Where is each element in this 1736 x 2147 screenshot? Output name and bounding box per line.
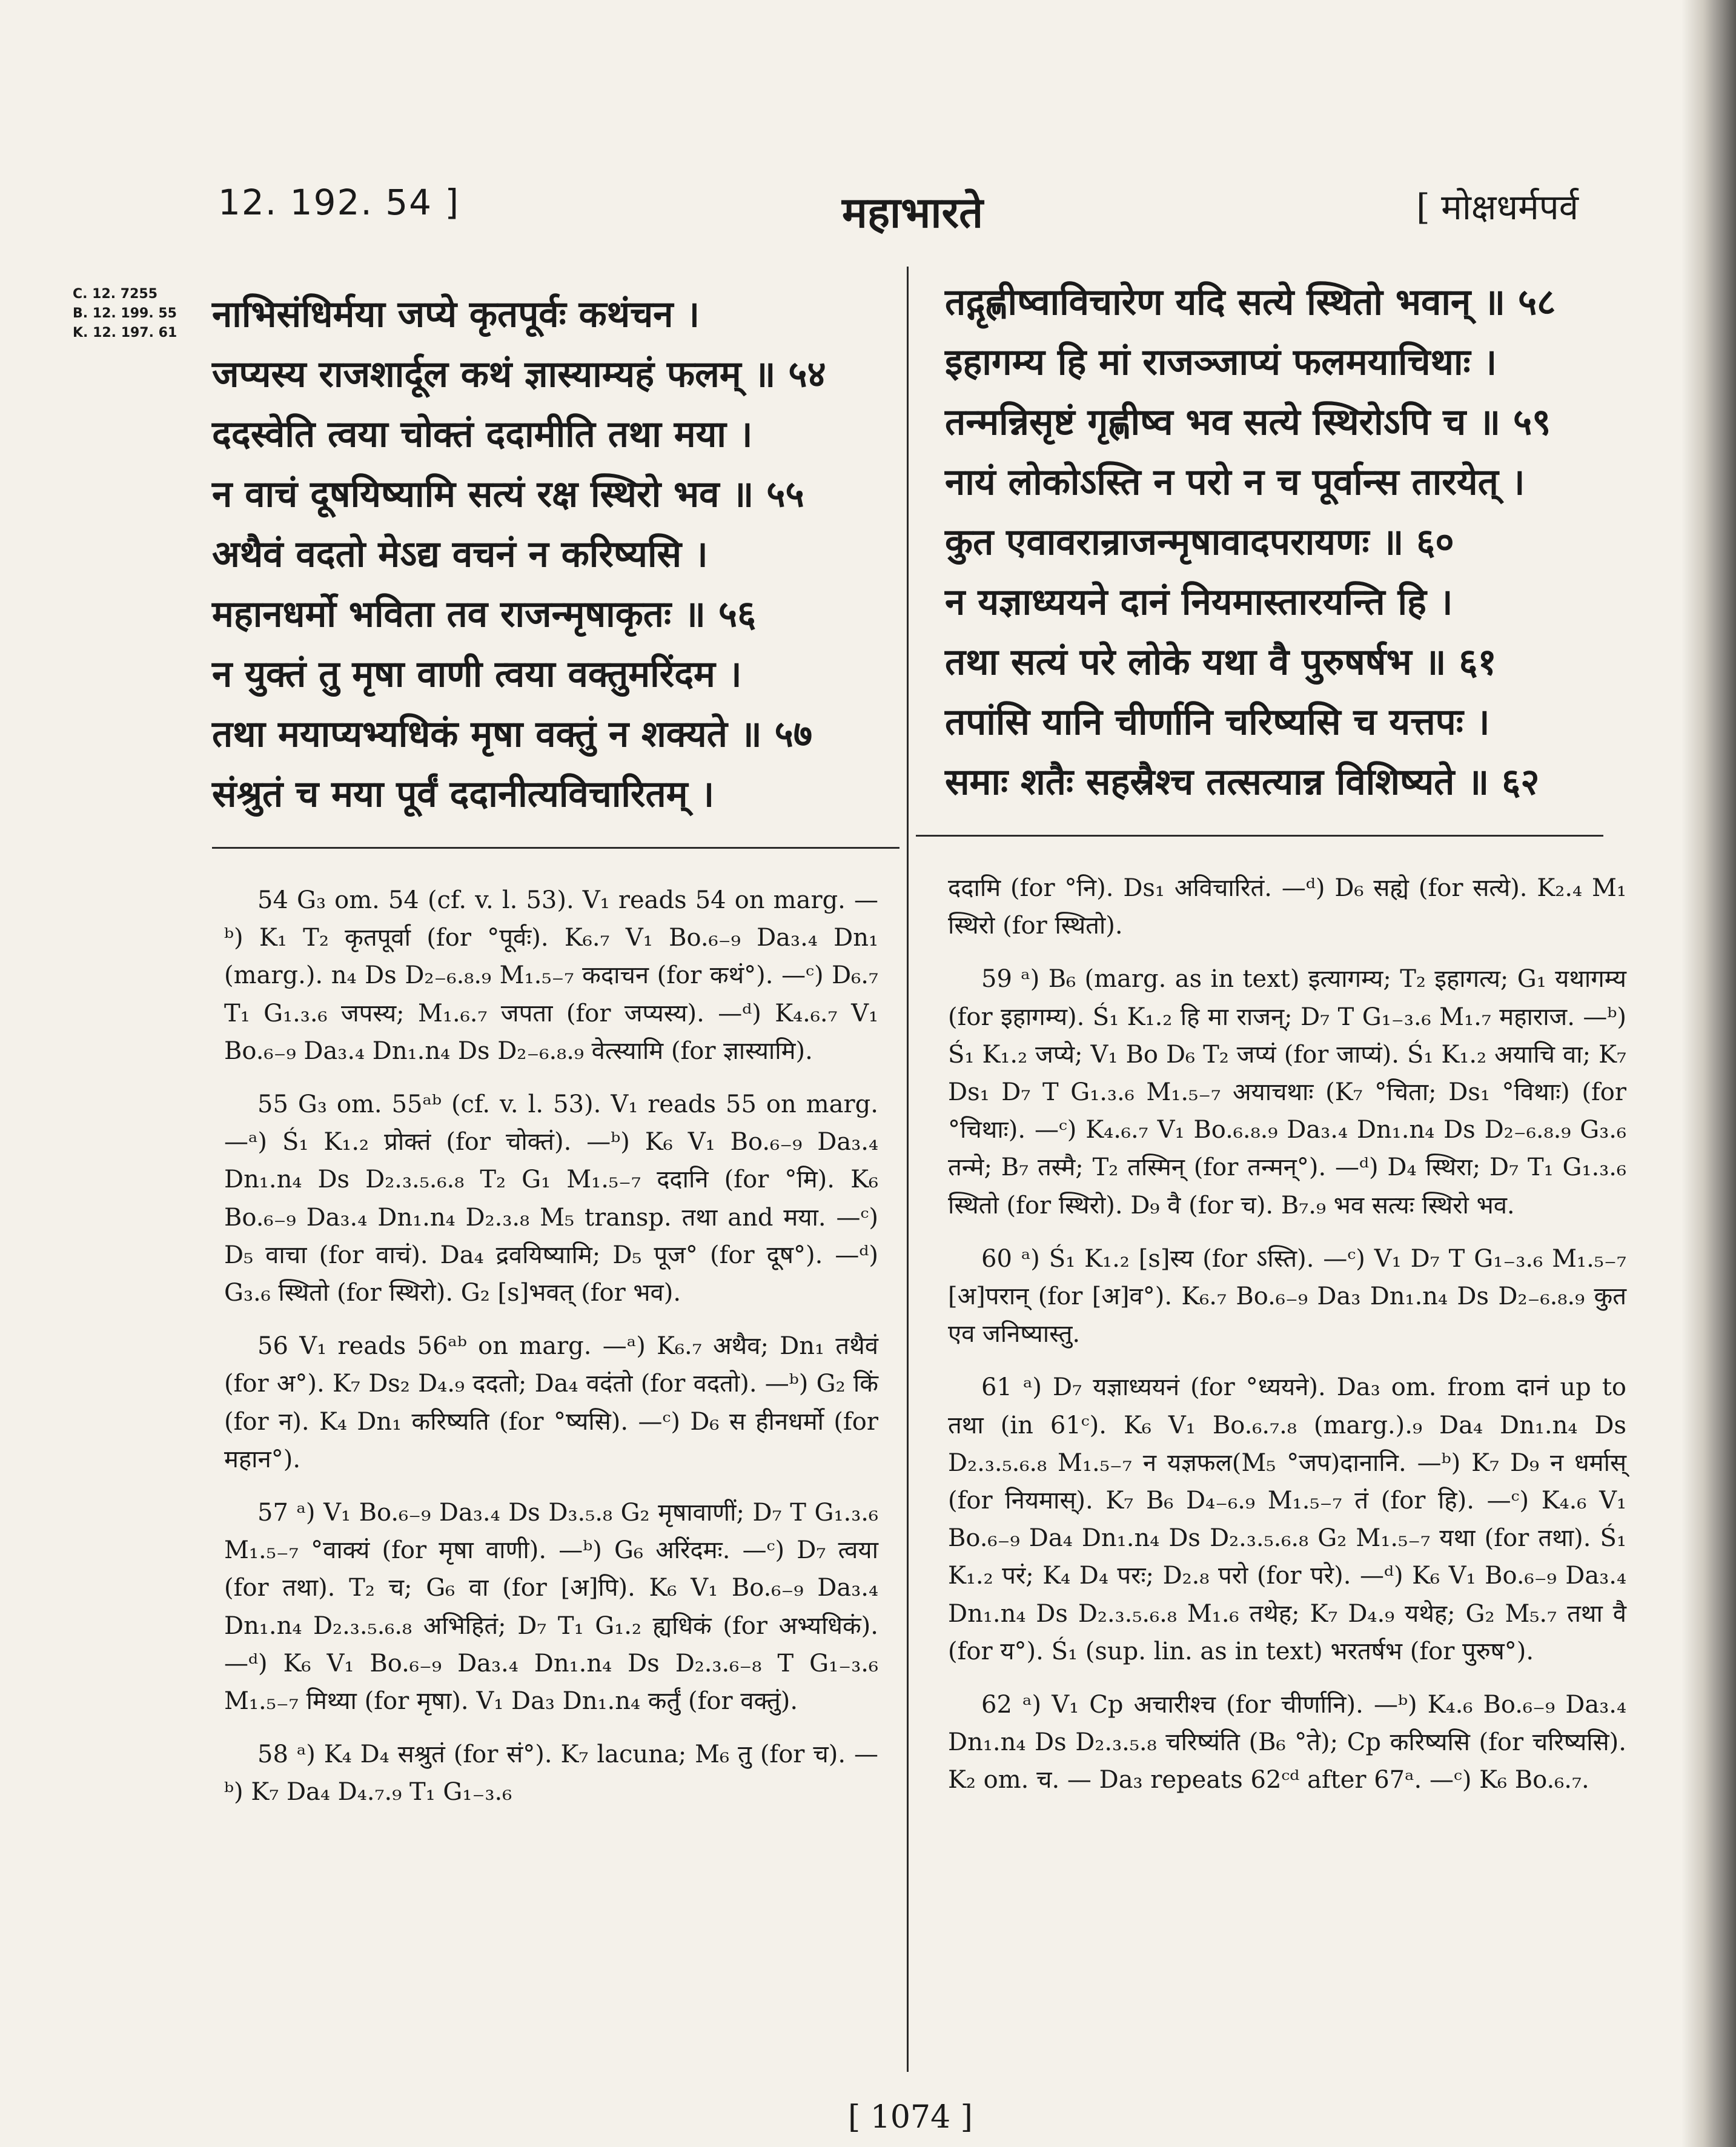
- verse-line: न वाचं दूषयिष्यामि सत्यं रक्ष स्थिरो भव ॥ ५५: [212, 473, 804, 516]
- page-title: महाभारते: [842, 187, 984, 237]
- verse-line: इहागम्य हि मां राजञ्जाप्यं फलमयाचिथाः ।: [945, 341, 1497, 383]
- verse-column-right: [945, 273, 1555, 812]
- critical-notes-left: [224, 881, 878, 1827]
- note-paragraph: 56 V₁ reads 56ᵃᵇ on marg. —ᵃ) K₆.₇ अथैव; Dn₁ तथैवं (for अ°). K₇ Ds₂ D₄.₉ ददतो; Da₄ वदंतो (for वदतो). —ᵇ) G₂ किं (for न). K₄ Dn₁ करिष्यति (for °ष्यसि). —ᶜ) D₆ स हीनधर्मो (for महान°).: [224, 1332, 878, 1473]
- section-title: [ मोक्षधर्मपर्व: [1416, 187, 1579, 228]
- note-paragraph: 62 ᵃ) V₁ Cp अचारीश्च (for चीर्णानि). —ᵇ) K₄.₆ Bo.₆₋₉ Da₃.₄ Dn₁.n₄ Ds D₂.₃.₅.₈ चरिष्यंति (B₆ °ते); Cp करिष्यसि (for चरिष्यसि). K₂ om. च. — Da₃ repeats 62ᶜᵈ after 67ᵃ. —ᶜ) K₆ Bo.₆.₇.: [948, 1691, 1626, 1794]
- verse-line: तन्मन्निसृष्टं गृह्णीष्व भव सत्ये स्थिरोऽपि च ॥ ५९: [945, 401, 1551, 443]
- margin-ref: K. 12. 197. 61: [73, 325, 177, 340]
- verse-line: महानधर्मो भविता तव राजन्मृषाकृतः ॥ ५६: [212, 593, 757, 635]
- verse-line: नाभिसंधिर्मया जप्ये कृतपूर्वः कथंचन ।: [212, 293, 700, 336]
- critical-notes-right: [948, 869, 1626, 1815]
- verse-line: तपांसि यानि चीर्णानि चरिष्यसि च यत्तपः ।: [945, 701, 1490, 743]
- note-paragraph: 61 ᵃ) D₇ यज्ञाध्ययनं (for °ध्ययने). Da₃ om. from दानं up to तथा (in 61ᶜ). K₆ V₁ Bo.₆.₇.₈ (marg.).₉ Da₄ Dn₁.n₄ Ds D₂.₃.₅.₆.₈ M₁.₅₋₇ न यज्ञफल(M₅ °जप)दानानि. —ᵇ) K₇ D₉ न धर्मास् (for नियमास्). K₇ B₆ D₄₋₆.₉ M₁.₅₋₇ तं (for हि). —ᶜ) K₄.₆ V₁ Bo.₆₋₉ Da₄ Dn₁.n₄ Ds D₂.₃.₅.₆.₈ G₂ M₁.₅₋₇ यथा (for तथा). Ś₁ K₁.₂ परं; K₄ D₄ परः; D₂.₈ परो (for परे). —ᵈ) K₆ V₁ Bo.₆₋₉ Da₃.₄ Dn₁.n₄ Ds D₂.₃.₅.₆.₈ M₁.₆ तथेह; K₇ D₄.₉ यथेह; G₂ M₅.₇ तथा वै (for य°). Ś₁ (sup. lin. as in text) भरतर्षभ (for पुरुष°).: [948, 1373, 1626, 1665]
- verse-line: जप्यस्य राजशार्दूल कथं ज्ञास्याम्यहं फलम् ॥ ५४: [212, 353, 826, 396]
- verse-line: न यज्ञाध्ययने दानं नियमास्तारयन्ति हि ।: [945, 581, 1453, 623]
- column-divider: [907, 267, 909, 2072]
- page-edge-shadow: [1681, 0, 1736, 2147]
- note-paragraph: 58 ᵃ) K₄ D₄ सश्रुतं (for सं°). K₇ lacuna; M₆ तु (for च). —ᵇ) K₇ Da₄ D₄.₇.₉ T₁ G₁₋₃.₆: [224, 1740, 878, 1807]
- verse-line: तथा मयाप्यभ्यधिकं मृषा वक्तुं न शक्यते ॥ ५७: [212, 713, 813, 755]
- margin-ref: B. 12. 199. 55: [73, 306, 177, 321]
- verse-line: कुत एवावरान्राजन्मृषावादपरायणः ॥ ६०: [945, 521, 1454, 563]
- margin-references: [73, 285, 177, 343]
- verse-column-left: [212, 285, 826, 825]
- note-paragraph: 57 ᵃ) V₁ Bo.₆₋₉ Da₃.₄ Ds D₃.₅.₈ G₂ मृषावाणीं; D₇ T G₁.₃.₆ M₁.₅₋₇ °वाक्यं (for मृषा वाणी). —ᵇ) G₆ अरिंदमः. —ᶜ) D₇ त्वया (for तथा). T₂ च; G₆ वा (for [अ]पि). K₆ V₁ Bo.₆₋₉ Da₃.₄ Dn₁.n₄ D₂.₃.₅.₆.₈ अभिहितं; D₇ T₁ G₁.₂ ह्यधिकं (for अभ्यधिकं). —ᵈ) K₆ V₁ Bo.₆₋₉ Da₃.₄ Dn₁.n₄ Ds D₂.₃.₆₋₈ T G₁₋₃.₆ M₁.₅₋₇ मिथ्या (for मृषा). V₁ Da₃ Dn₁.n₄ कर्तुं (for वक्तुं).: [224, 1499, 878, 1716]
- verse-line: अथैवं वदतो मेऽद्य वचनं न करिष्यसि ।: [212, 533, 708, 576]
- verse-notes-rule-right: [916, 835, 1603, 837]
- verse-line: समाः शतैः सहस्रैश्च तत्सत्यान्न विशिष्यते ॥ ६२: [945, 761, 1540, 803]
- verse-line: तद्गृह्णीष्वाविचारेण यदि सत्ये स्थितो भवान् ॥ ५८: [945, 281, 1556, 324]
- verse-line: तथा सत्यं परे लोके यथा वै पुरुषर्षभ ॥ ६१: [945, 641, 1497, 683]
- verse-line: ददस्वेति त्वया चोक्तं ददामीति तथा मया ।: [212, 413, 753, 456]
- note-paragraph: 60 ᵃ) Ś₁ K₁.₂ [s]स्य (for ऽस्ति). —ᶜ) V₁ D₇ T G₁₋₃.₆ M₁.₅₋₇ [अ]परान् (for [अ]व°). K₆.₇ Bo.₆₋₉ Da₃ Dn₁.n₄ Ds D₂₋₆.₈.₉ कुत एव जनिष्यास्तु.: [948, 1244, 1626, 1349]
- verse-line: संश्रुतं च मया पूर्वं ददानीत्यविचारितम् ।: [212, 773, 715, 815]
- margin-ref: C. 12. 7255: [73, 287, 158, 302]
- note-paragraph: 59 ᵃ) B₆ (marg. as in text) इत्यागम्य; T₂ इहागत्य; G₁ यथागम्य (for इहागम्य). Ś₁ K₁.₂ हि मा राजन्; D₇ T G₁₋₃.₆ M₁.₇ महाराज. —ᵇ) Ś₁ K₁.₂ जप्ये; V₁ Bo D₆ T₂ जप्यं (for जाप्यं). Ś₁ K₁.₂ अयाचि वा; K₇ Ds₁ D₇ T G₁.₃.₆ M₁.₅₋₇ अयाचथाः (K₇ °चिता; Ds₁ °विथाः) (for °चिथाः). —ᶜ) K₄.₆.₇ V₁ Bo.₆.₈.₉ Da₃.₄ Dn₁.n₄ Ds D₂₋₆.₈.₉ G₃.₆ तन्मे; B₇ तस्मै; T₂ तस्मिन् (for तन्मन्°). —ᵈ) D₄ स्थिरा; D₇ T₁ G₁.₃.₆ स्थितो (for स्थिरो). D₉ वै (for च). B₇.₉ भव सत्यः स्थिरो भव.: [948, 965, 1626, 1220]
- page-number: [ 1074 ]: [848, 2099, 973, 2135]
- verse-notes-rule-left: [212, 847, 899, 849]
- verse-line: नायं लोकोऽस्ति न परो न च पूर्वान्स तारयेत् ।: [945, 461, 1525, 503]
- note-paragraph: 55 G₃ om. 55ᵃᵇ (cf. v. l. 53). V₁ reads 55 on marg. —ᵃ) Ś₁ K₁.₂ प्रोक्तं (for चोक्तं). —ᵇ) K₆ V₁ Bo.₆₋₉ Da₃.₄ Dn₁.n₄ Ds D₂.₃.₅.₆.₈ T₂ G₁ M₁.₅₋₇ ददानि (for °मि). K₆ Bo.₆₋₉ Da₃.₄ Dn₁.n₄ D₂.₃.₈ M₅ transp. तथा and मया. —ᶜ) D₅ वाचा (for वाचं). Da₄ द्रवयिष्यामि; D₅ पूज° (for दूष°). —ᵈ) G₃.₆ स्थितो (for स्थिरो). G₂ [s]भवत् (for भव).: [224, 1090, 878, 1307]
- verse-reference: 12. 192. 54 ]: [218, 182, 460, 223]
- note-paragraph: 54 G₃ om. 54 (cf. v. l. 53). V₁ reads 54 on marg. —ᵇ) K₁ T₂ कृतपूर्वा (for °पूर्वः). K₆.₇ V₁ Bo.₆₋₉ Da₃.₄ Dn₁ (marg.). n₄ Ds D₂₋₆.₈.₉ M₁.₅₋₇ कदाचन (for कथं°). —ᶜ) D₆.₇ T₁ G₁.₃.₆ जपस्य; M₁.₆.₇ जपता (for जप्यस्य). —ᵈ) K₄.₆.₇ V₁ Bo.₆₋₉ Da₃.₄ Dn₁.n₄ Ds D₂₋₆.₈.₉ वेत्स्यामि (for ज्ञास्यामि).: [224, 886, 878, 1065]
- verse-line: न युक्तं तु मृषा वाणी त्वया वक्तुमरिंदम ।: [212, 653, 742, 695]
- note-paragraph: ददामि (for °नि). Ds₁ अविचारितं. —ᵈ) D₆ सह्ये (for सत्ये). K₂.₄ M₁ स्थिरो (for स्थितो).: [948, 874, 1626, 940]
